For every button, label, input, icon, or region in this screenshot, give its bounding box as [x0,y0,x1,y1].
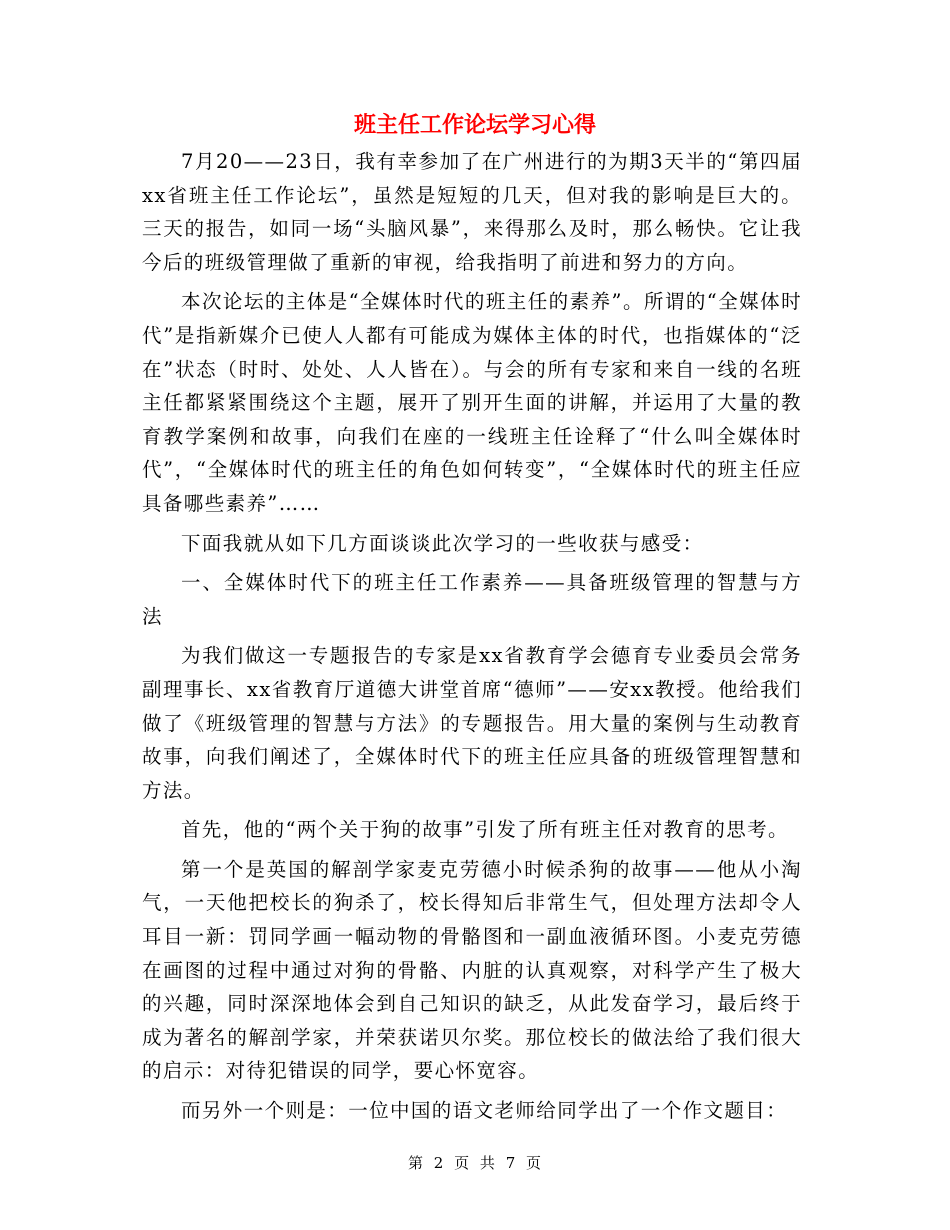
footer-current-page: 2 [433,1154,445,1172]
footer-prefix: 第 [407,1154,424,1172]
document-title: 班主任工作论坛学习心得 [353,113,596,138]
paragraph-dog-stories: 首先，他的“两个关于狗的故事”引发了所有班主任对教育的思考。 [181,818,789,842]
paragraph-theme: 本次论坛的主体是“全媒体时代的班主任的素养”。所谓的“全媒体时代”是指新媒介已使人人都有可能成为媒体主体的时代，也指媒体的“泛在”状态（时时、处处、人人皆在）。与会的所有专家和来自一线的名班主任都紧紧围绕这个主题，展开了别开生面的讲解，并运用了大量的教育教学案例和故事，向我们在座的一线班主任诠释了“什么叫全媒体时代”，“全媒体时代的班主任的角色如何转变”，“全媒体时代的班主任应具备哪些素养”…… [142,290,802,515]
paragraph-intro: 7月20——23日，我有幸参加了在广州进行的为期3天半的“第四届xx省班主任工作论坛”，虽然是短短的几天，但对我的影响是巨大的。三天的报告，如同一场“头脑风暴”，来得那么及时，那么畅快。它让我今后的班级管理做了重新的审视，给我指明了前进和努力的方向。 [142,150,802,274]
document-body [142,145,802,1134]
footer-total-suffix: 页 [526,1154,543,1172]
paragraph-second-story: 而另外一个则是：一位中国的语文老师给同学出了一个作文题目： [181,1099,788,1123]
footer-page-word: 页 [454,1154,471,1172]
paragraph-expert-report: 为我们做这一专题报告的专家是xx省教育学会德育专业委员会常务副理事长、xx省教育厅道德大讲堂首席“德师”——安xx教授。他给我们做了《班级管理的智慧与方法》的专题报告。用大量的案例与生动教育故事，向我们阐述了，全媒体时代下的班主任应具备的班级管理智慧和方法。 [142,644,802,802]
section-heading-1: 一、全媒体时代下的班主任工作素养——具备班级管理的智慧与方法 [142,571,802,628]
paragraph-transition: 下面我就从如下几方面谈谈此次学习的一些收获与感受： [181,531,704,555]
paragraph-first-story: 第一个是英国的解剖学家麦克劳德小时候杀狗的故事——他从小淘气，一天他把校长的狗杀了，校长得知后非常生气，但处理方法却令人耳目一新：罚同学画一幅动物的骨骼图和一副血液循环图。小麦克劳德在画图的过程中通过对狗的骨骼、内脏的认真观察，对科学产生了极大的兴趣，同时深深地体会到自己知识的缺乏，从此发奋学习，最后终于成为著名的解剖学家，并荣获诺贝尔奖。那位校长的做法给了我们很大的启示：对待犯错误的同学，要心怀宽容。 [142,857,802,1083]
footer-total-pages: 7 [505,1154,517,1172]
footer-total-prefix: 共 [479,1154,496,1172]
page-footer [0,1152,950,1174]
